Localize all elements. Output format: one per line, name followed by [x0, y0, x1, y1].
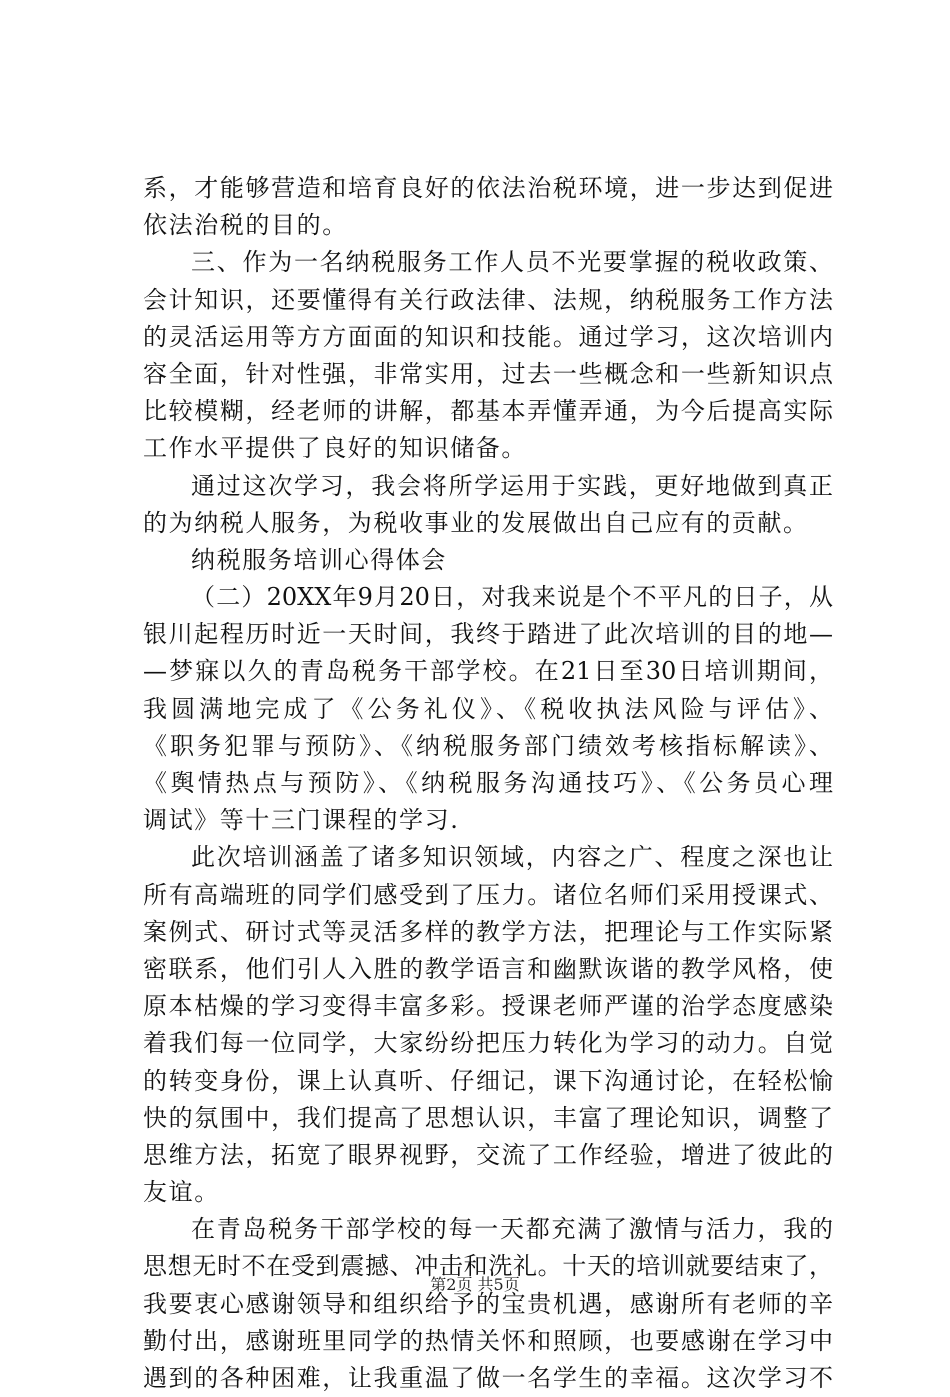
text-line: 《职务犯罪与预防》、《纳税服务部门绩效考核指标解读》、 [143, 731, 833, 760]
text-line: 在青岛税务干部学校的每一天都充满了激情与活力，我的 [191, 1215, 833, 1244]
text-line: 密联系，他们引人入胜的教学语言和幽默诙谐的教学风格，使 [143, 954, 833, 983]
text-line: 遇到的各种困难，让我重温了做一名学生的幸福。这次学习不 [143, 1364, 833, 1392]
text-line: 《舆情热点与预防》、《纳税服务沟通技巧》、《公务员心理 [143, 769, 833, 797]
text-line: 会计知识，还要懂得有关行政法律、法规，纳税服务工作方法 [143, 285, 833, 314]
text-line: 勤付出，感谢班里同学的热情关怀和照顾，也要感谢在学习中 [143, 1326, 833, 1355]
text-line: 所有高端班的同学们感受到了压力。诸位名师们采用授课式、 [143, 880, 833, 909]
text-line: 友谊。 [143, 1178, 220, 1207]
text-line: 通过这次学习，我会将所学运用于实践，更好地做到真正 [191, 471, 833, 500]
text-line: 的灵活运用等方方面面的知识和技能。通过学习，这次培训内 [143, 322, 833, 351]
text-line: 比较模糊，经老师的讲解，都基本弄懂弄通，为今后提高实际 [143, 397, 833, 426]
text-line: 依法治税的目的。 [143, 211, 348, 240]
text-line: 我圆满地完成了《公务礼仪》、《税收执法风险与评估》、 [143, 694, 833, 723]
text-line: 银川起程历时近一天时间，我终于踏进了此次培训的目的地— [143, 620, 833, 649]
text-line: 的转变身份，课上认真听、仔细记，课下沟通讨论，在轻松愉 [143, 1066, 833, 1095]
text-line: —梦寐以久的青岛税务干部学校。在21日至30日培训期间， [143, 657, 833, 686]
text-line: 容全面，针对性强，非常实用，过去一些概念和一些新知识点 [143, 359, 833, 388]
text-line: 思想无时不在受到震撼、冲击和洗礼。十天的培训就要结束了， [143, 1252, 833, 1281]
text-line: 的为纳税人服务，为税收事业的发展做出自己应有的贡献。 [143, 508, 809, 537]
text-line: 纳税服务培训心得体会 [191, 545, 447, 574]
document-body [143, 170, 833, 1397]
text-line: （二）20XX年9月20日，对我来说是个不平凡的日子，从 [191, 583, 833, 612]
text-line: 案例式、研讨式等灵活多样的教学方法，把理论与工作实际紧 [143, 917, 833, 946]
text-line: 着我们每一位同学，大家纷纷把压力转化为学习的动力。自觉 [143, 1029, 833, 1058]
text-line: 快的氛围中，我们提高了思想认识，丰富了理论知识，调整了 [143, 1103, 833, 1132]
text-line: 此次培训涵盖了诸多知识领域，内容之广、程度之深也让 [191, 843, 833, 872]
text-line: 调试》等十三门课程的学习. [143, 806, 460, 835]
text-line: 思维方法，拓宽了眼界视野，交流了工作经验，增进了彼此的 [143, 1140, 833, 1169]
text-line: 我要衷心感谢领导和组织给予的宝贵机遇，感谢所有老师的辛 [143, 1289, 833, 1318]
text-line: 原本枯燥的学习变得丰富多彩。授课老师严谨的治学态度感染 [143, 992, 833, 1021]
page-number-footer: 第2页 共5页 [430, 1275, 520, 1294]
text-line: 工作水平提供了良好的知识储备。 [143, 434, 527, 463]
text-line: 三、作为一名纳税服务工作人员不光要掌握的税收政策、 [191, 248, 833, 277]
text-line: 系，才能够营造和培育良好的依法治税环境，进一步达到促进 [143, 174, 833, 202]
